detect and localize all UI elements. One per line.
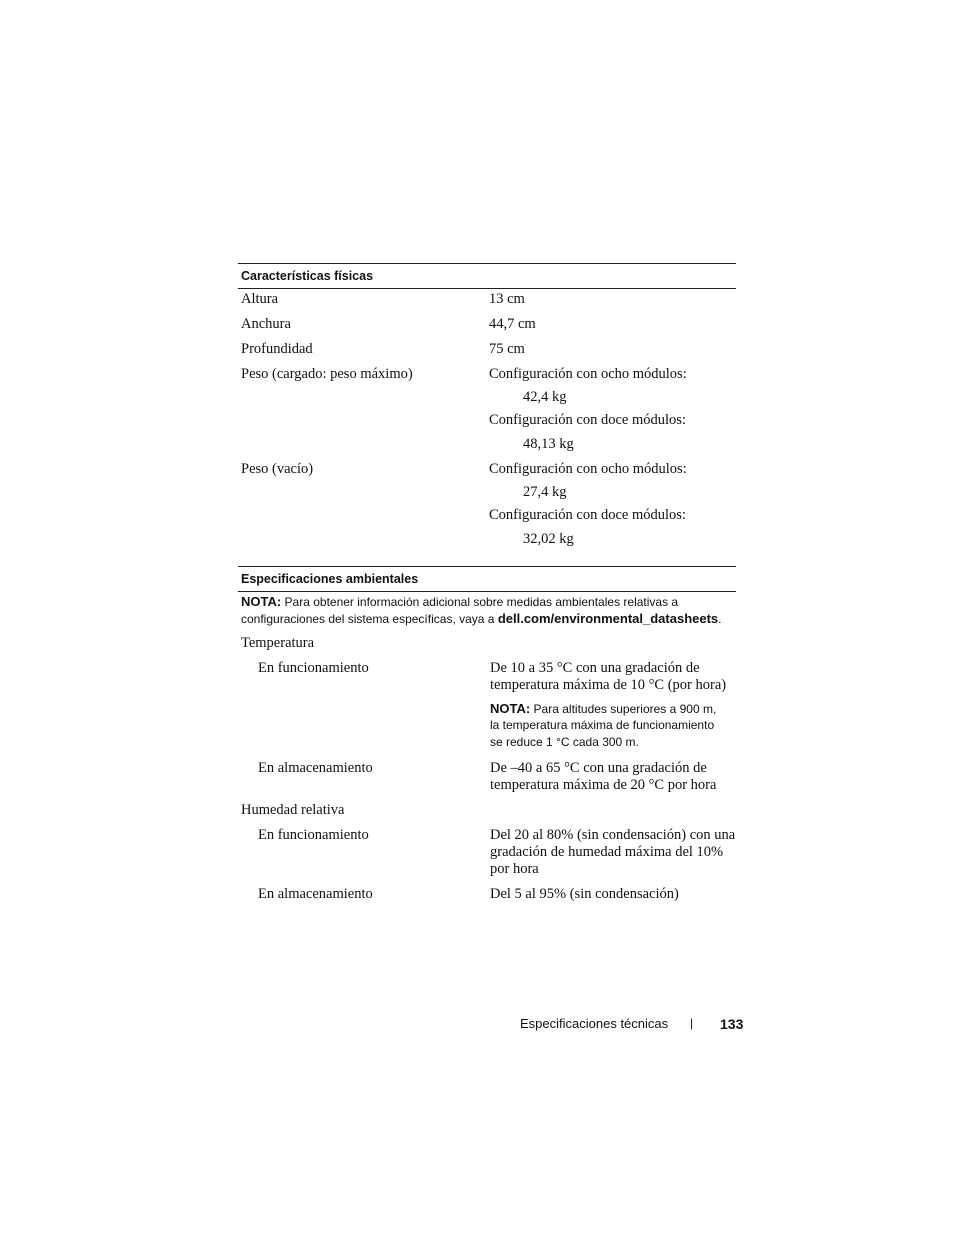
depth-label: Profundidad xyxy=(241,341,313,357)
humidity-operating-line3: por hora xyxy=(490,861,539,877)
weight-loaded-label: Peso (cargado: peso máximo) xyxy=(241,366,413,382)
humidity-storage-label: En almacenamiento xyxy=(258,886,373,902)
weight-loaded-config8: Configuración con ocho módulos: xyxy=(489,366,687,382)
humidity-operating-label: En funcionamiento xyxy=(258,827,369,843)
temp-storage-line1: De –40 a 65 °C con una gradación de xyxy=(490,760,707,776)
weight-empty-config12: Configuración con doce módulos: xyxy=(489,507,686,523)
temp-note-line1: NOTA: Para altitudes superiores a 900 m, xyxy=(490,701,717,716)
page-number: 133 xyxy=(720,1016,744,1032)
footer-section-title: Especificaciones técnicas xyxy=(520,1016,669,1031)
physical-section-header: Características físicas xyxy=(238,263,736,289)
humidity-operating-line2: gradación de humedad máxima del 10% xyxy=(490,844,724,860)
height-value: 13 cm xyxy=(489,291,525,307)
temp-note-line3: se reduce 1 °C cada 300 m. xyxy=(490,735,639,749)
width-label: Anchura xyxy=(241,316,291,332)
temp-operating-line1: De 10 a 35 °C con una gradación de xyxy=(490,660,700,676)
humidity-storage-line1: Del 5 al 95% (sin condensación) xyxy=(490,886,679,902)
environmental-note-line2: configuraciones del sistema específicas, vaya a dell.com/environmental_datasheets. xyxy=(241,611,722,626)
height-label: Altura xyxy=(241,291,279,307)
weight-empty-config8-value: 27,4 kg xyxy=(523,484,567,500)
humidity-label: Humedad relativa xyxy=(241,802,345,818)
temp-note-line2: la temperatura máxima de funcionamiento xyxy=(490,718,715,732)
temp-storage-line2: temperatura máxima de 20 °C por hora xyxy=(490,777,717,793)
weight-empty-config12-value: 32,02 kg xyxy=(523,531,574,547)
weight-loaded-config12-value: 48,13 kg xyxy=(523,436,574,452)
temperature-label: Temperatura xyxy=(241,635,315,651)
weight-empty-config8: Configuración con ocho módulos: xyxy=(489,461,687,477)
weight-loaded-config12: Configuración con doce módulos: xyxy=(489,412,686,428)
environmental-section-header: Especificaciones ambientales xyxy=(238,566,736,592)
datasheets-link[interactable]: dell.com/environmental_datasheets xyxy=(497,611,719,626)
temp-operating-label: En funcionamiento xyxy=(258,660,369,676)
weight-empty-label: Peso (vacío) xyxy=(241,461,314,477)
environmental-note-line1: NOTA: Para obtener información adicional sobre medidas ambientales relativas a xyxy=(241,594,679,609)
temp-storage-label: En almacenamiento xyxy=(258,760,373,776)
note-label: NOTA: xyxy=(241,594,282,609)
weight-loaded-config8-value: 42,4 kg xyxy=(523,389,567,405)
footer-separator: | xyxy=(690,1016,694,1030)
temp-note-label: NOTA: xyxy=(490,701,531,716)
width-value: 44,7 cm xyxy=(489,316,536,332)
humidity-operating-line1: Del 20 al 80% (sin condensación) con una xyxy=(490,827,736,843)
depth-value: 75 cm xyxy=(489,341,525,357)
temp-operating-line2: temperatura máxima de 10 °C (por hora) xyxy=(490,677,727,693)
